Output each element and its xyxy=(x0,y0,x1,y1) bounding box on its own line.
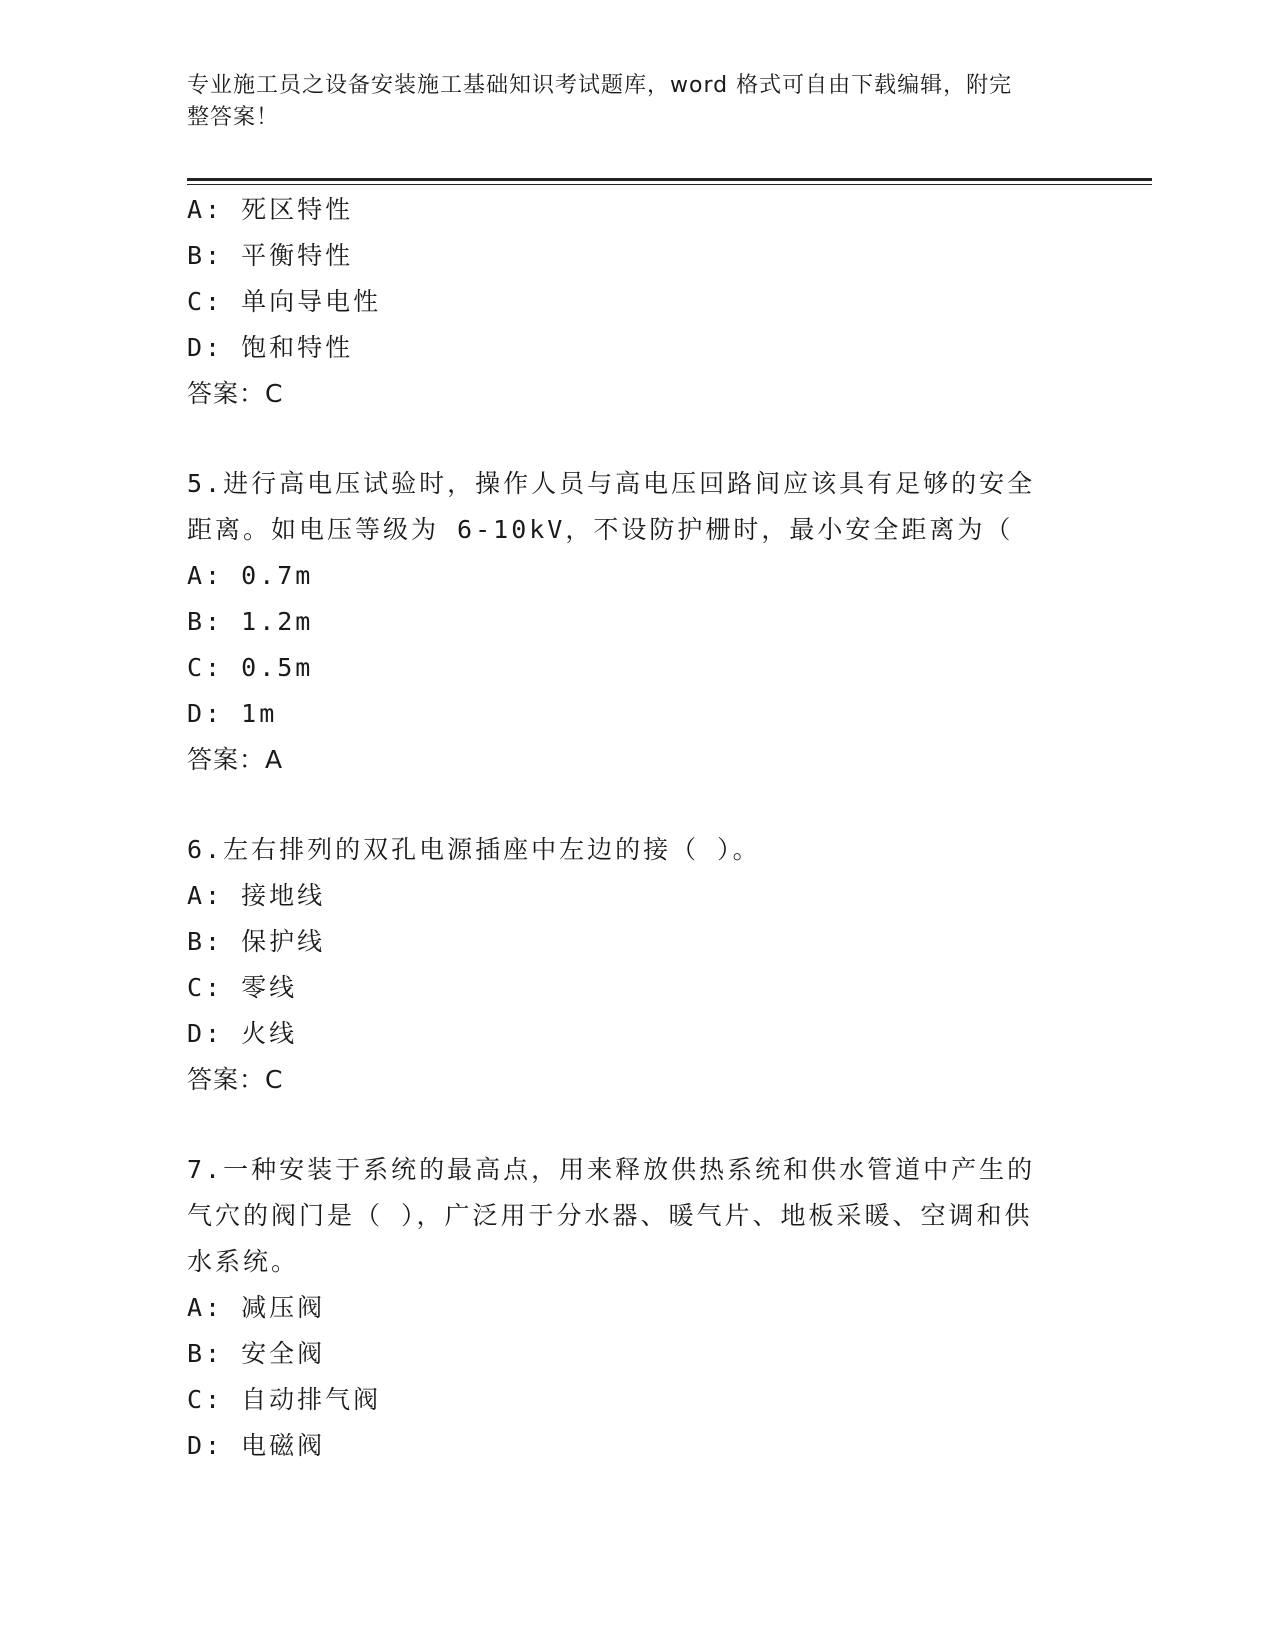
option-b: B: 平衡特性 xyxy=(187,241,354,270)
question-stem-line: 距离。如电压等级为 6-10kV，不设防护栅时，最小安全距离为（ xyxy=(187,515,1014,544)
option-b: B: 1.2m xyxy=(187,607,314,636)
answer-line: 答案：C xyxy=(187,379,284,408)
option-c: C: 单向导电性 xyxy=(187,287,382,316)
option-a: A: 0.7m xyxy=(187,561,314,590)
option-c: C: 零线 xyxy=(187,973,298,1002)
answer-line: 答案：C xyxy=(187,1065,284,1094)
header-rule-thin xyxy=(187,184,1152,185)
question-stem-line: 水系统。 xyxy=(187,1247,300,1276)
header-rule-thick xyxy=(187,178,1152,181)
header-line-2: 整答案！ xyxy=(187,105,280,130)
option-d: D: 电磁阀 xyxy=(187,1431,326,1460)
question-4 xyxy=(187,187,1107,417)
question-gap xyxy=(187,1103,1107,1147)
question-gap xyxy=(187,783,1107,827)
option-c: C: 0.5m xyxy=(187,653,314,682)
option-b: B: 保护线 xyxy=(187,927,326,956)
question-stem-line: 5.进行高电压试验时，操作人员与高电压回路间应该具有足够的安全 xyxy=(187,469,1036,498)
option-b: B: 安全阀 xyxy=(187,1339,326,1368)
option-d: D: 火线 xyxy=(187,1019,298,1048)
question-gap xyxy=(187,417,1107,461)
option-c: C: 自动排气阀 xyxy=(187,1385,382,1414)
question-stem-line: 6.左右排列的双孔电源插座中左边的接（ ）。 xyxy=(187,835,761,864)
question-stem-line: 7.一种安装于系统的最高点，用来释放供热系统和供水管道中产生的 xyxy=(187,1155,1036,1184)
question-6 xyxy=(187,827,1107,1103)
option-a: A: 接地线 xyxy=(187,881,326,910)
question-5 xyxy=(187,461,1107,783)
option-d: D: 1m xyxy=(187,699,278,728)
question-7 xyxy=(187,1147,1107,1469)
question-list xyxy=(187,187,1107,1469)
option-a: A: 减压阀 xyxy=(187,1293,326,1322)
option-d: D: 饱和特性 xyxy=(187,333,354,362)
question-stem-line: 气穴的阀门是（ ），广泛用于分水器、暖气片、地板采暖、空调和供 xyxy=(187,1201,1033,1230)
document-header xyxy=(187,70,1077,134)
header-line-1: 专业施工员之设备安装施工基础知识考试题库，word 格式可自由下载编辑，附完 xyxy=(187,73,1013,98)
answer-line: 答案：A xyxy=(187,745,284,774)
option-a: A: 死区特性 xyxy=(187,195,354,224)
